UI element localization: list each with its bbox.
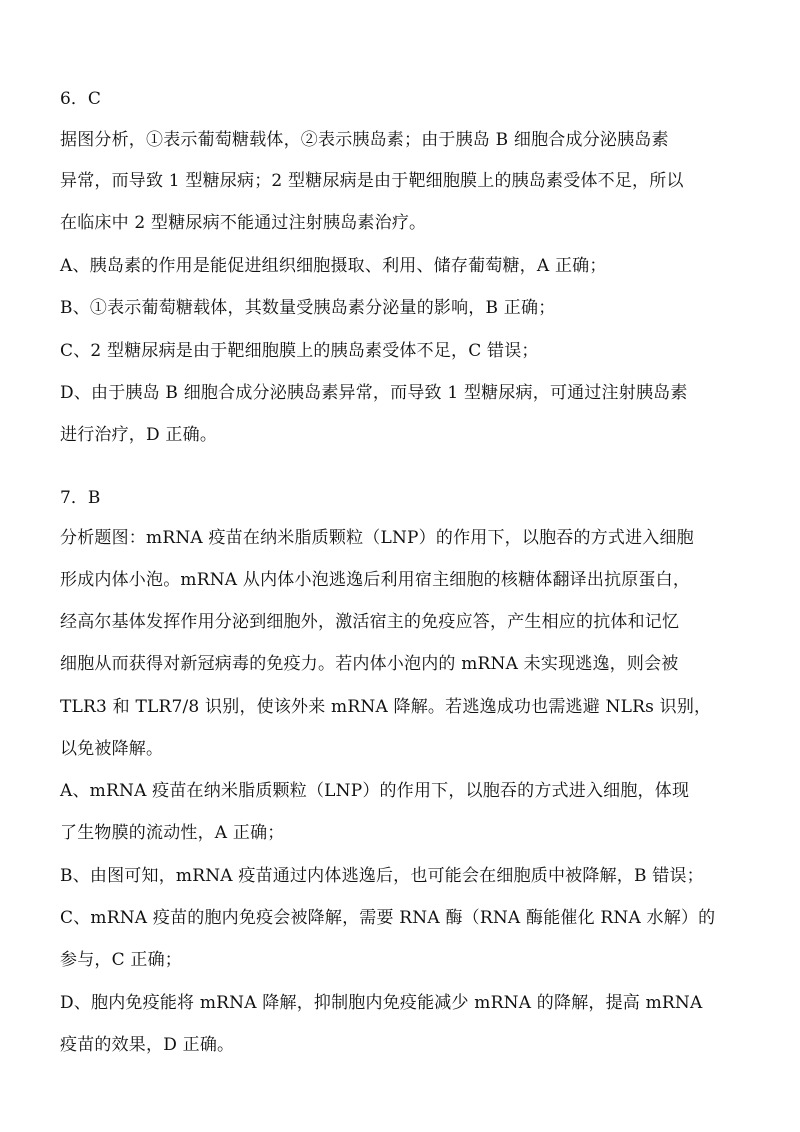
q7-analysis-line-1: 分析题图：mRNA 疫苗在纳米脂质颗粒（LNP）的作用下，以胞吞的方式进入细胞 [60, 528, 694, 548]
q7-analysis-line-4: 细胞从而获得对新冠病毒的免疫力。若内体小泡内的 mRNA 未实现逃逸，则会被 [60, 654, 679, 674]
q6-heading: 6．C [60, 89, 101, 109]
q6-option-b: B、①表示葡萄糖载体，其数量受胰岛素分泌量的影响，B 正确； [60, 298, 556, 318]
q7-option-c-line-2: 参与，C 正确； [60, 950, 183, 970]
q7-option-c-line-1: C、mRNA 疫苗的胞内免疫会被降解，需要 RNA 酶（RNA 酶能催化 RNA 水解）的 [60, 908, 716, 928]
q7-option-a-line-2: 了生物膜的流动性，A 正确； [60, 823, 285, 843]
q7-option-d-line-2: 疫苗的效果，D 正确。 [60, 1035, 235, 1055]
q7-heading: 7．B [60, 488, 101, 508]
q7-analysis-line-3: 经高尔基体发挥作用分泌到细胞外，激活宿主的免疫应答，产生相应的抗体和记忆 [60, 612, 680, 632]
q7-analysis-line-2: 形成内体小泡。mRNA 从内体小泡逃逸后利用宿主细胞的核糖体翻译出抗原蛋白， [60, 570, 691, 590]
q7-option-a-line-1: A、mRNA 疫苗在纳米脂质颗粒（LNP）的作用下，以胞吞的方式进入细胞，体现 [60, 781, 690, 801]
q7-option-d-line-1: D、胞内免疫能将 mRNA 降解，抑制胞内免疫能减少 mRNA 的降解，提高 mRNA [60, 993, 703, 1013]
q6-option-d-line-2: 进行治疗，D 正确。 [60, 425, 218, 445]
q6-option-c: C、2 型糖尿病是由于靶细胞膜上的胰岛素受体不足，C 错误； [60, 341, 539, 361]
q6-analysis-line-3: 在临床中 2 型糖尿病不能通过注射胰岛素治疗。 [60, 213, 427, 233]
q6-analysis-line-2: 异常，而导致 1 型糖尿病；2 型糖尿病是由于靶细胞膜上的胰岛素受体不足，所以 [60, 171, 684, 191]
q6-option-d-line-1: D、由于胰岛 B 细胞合成分泌胰岛素异常，而导致 1 型糖尿病，可通过注射胰岛素 [60, 383, 688, 403]
q7-analysis-line-6: 以免被降解。 [60, 739, 164, 759]
q6-analysis-line-1: 据图分析，①表示葡萄糖载体，②表示胰岛素；由于胰岛 B 细胞合成分泌胰岛素 [60, 130, 669, 150]
q6-option-a: A、胰岛素的作用是能促进组织细胞摄取、利用、储存葡萄糖，A 正确； [60, 256, 607, 276]
q7-option-b: B、由图可知，mRNA 疫苗通过内体逃逸后，也可能会在细胞质中被降解，B 错误； [60, 866, 704, 886]
q7-analysis-line-5: TLR3 和 TLR7/8 识别，使该外来 mRNA 降解。若逃逸成功也需逃避 NLRs 识别， [60, 697, 712, 717]
